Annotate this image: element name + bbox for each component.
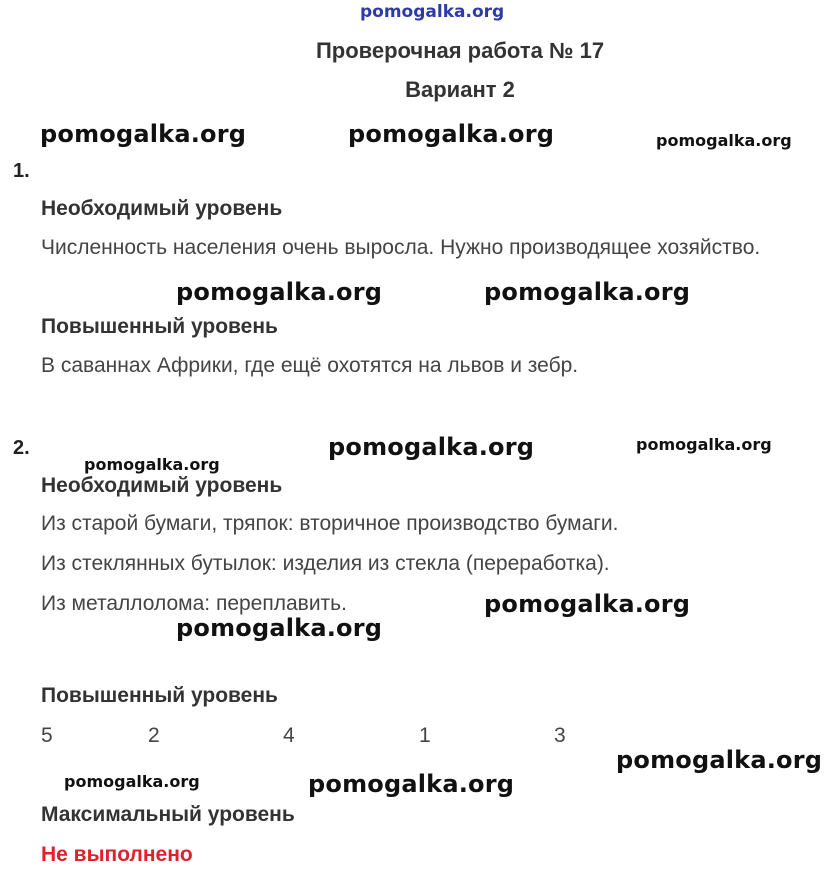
answer-text: Численность населения очень выросла. Нужно производящее хозяйство. xyxy=(41,236,761,259)
required-level-heading: Необходимый уровень xyxy=(41,197,283,220)
watermark: pomogalka.org xyxy=(176,614,383,642)
page-title: Проверочная работа № 17 xyxy=(315,38,605,63)
advanced-level-heading: Повышенный уровень xyxy=(41,315,278,338)
watermark: pomogalka.org xyxy=(484,278,691,306)
watermark: pomogalka.org xyxy=(40,120,247,148)
answer-sequence-item: 1 xyxy=(419,724,431,747)
watermark: pomogalka.org xyxy=(328,433,535,461)
watermark: pomogalka.org xyxy=(176,278,383,306)
watermark: pomogalka.org xyxy=(84,455,220,474)
status-not-done: Не выполнено xyxy=(41,843,193,866)
watermark: pomogalka.org xyxy=(348,120,555,148)
required-level-heading: Необходимый уровень xyxy=(41,474,283,497)
answer-sequence-item: 2 xyxy=(148,724,160,747)
task-number: 1. xyxy=(13,160,30,182)
top-watermark: pomogalka.org xyxy=(360,2,505,22)
answer-sequence-item: 3 xyxy=(554,724,566,747)
advanced-level-heading: Повышенный уровень xyxy=(41,684,278,707)
answer-text: В саваннах Африки, где ещё охотятся на львов и зебр. xyxy=(41,354,579,377)
page-subtitle: Вариант 2 xyxy=(405,77,515,102)
watermark: pomogalka.org xyxy=(308,770,515,798)
answer-sequence-item: 5 xyxy=(41,724,53,747)
task-number: 2. xyxy=(13,437,30,459)
watermark: pomogalka.org xyxy=(656,131,792,150)
watermark: pomogalka.org xyxy=(616,746,823,774)
answer-line: Из стеклянных бутылок: изделия из стекла (переработка). xyxy=(41,552,610,575)
answer-sequence-item: 4 xyxy=(283,724,295,747)
watermark: pomogalka.org xyxy=(64,772,200,791)
answer-line: Из металлолома: переплавить. xyxy=(41,592,347,615)
answer-line: Из старой бумаги, тряпок: вторичное производство бумаги. xyxy=(41,512,619,535)
max-level-heading: Максимальный уровень xyxy=(41,803,295,826)
watermark: pomogalka.org xyxy=(484,590,691,618)
watermark: pomogalka.org xyxy=(636,435,772,454)
